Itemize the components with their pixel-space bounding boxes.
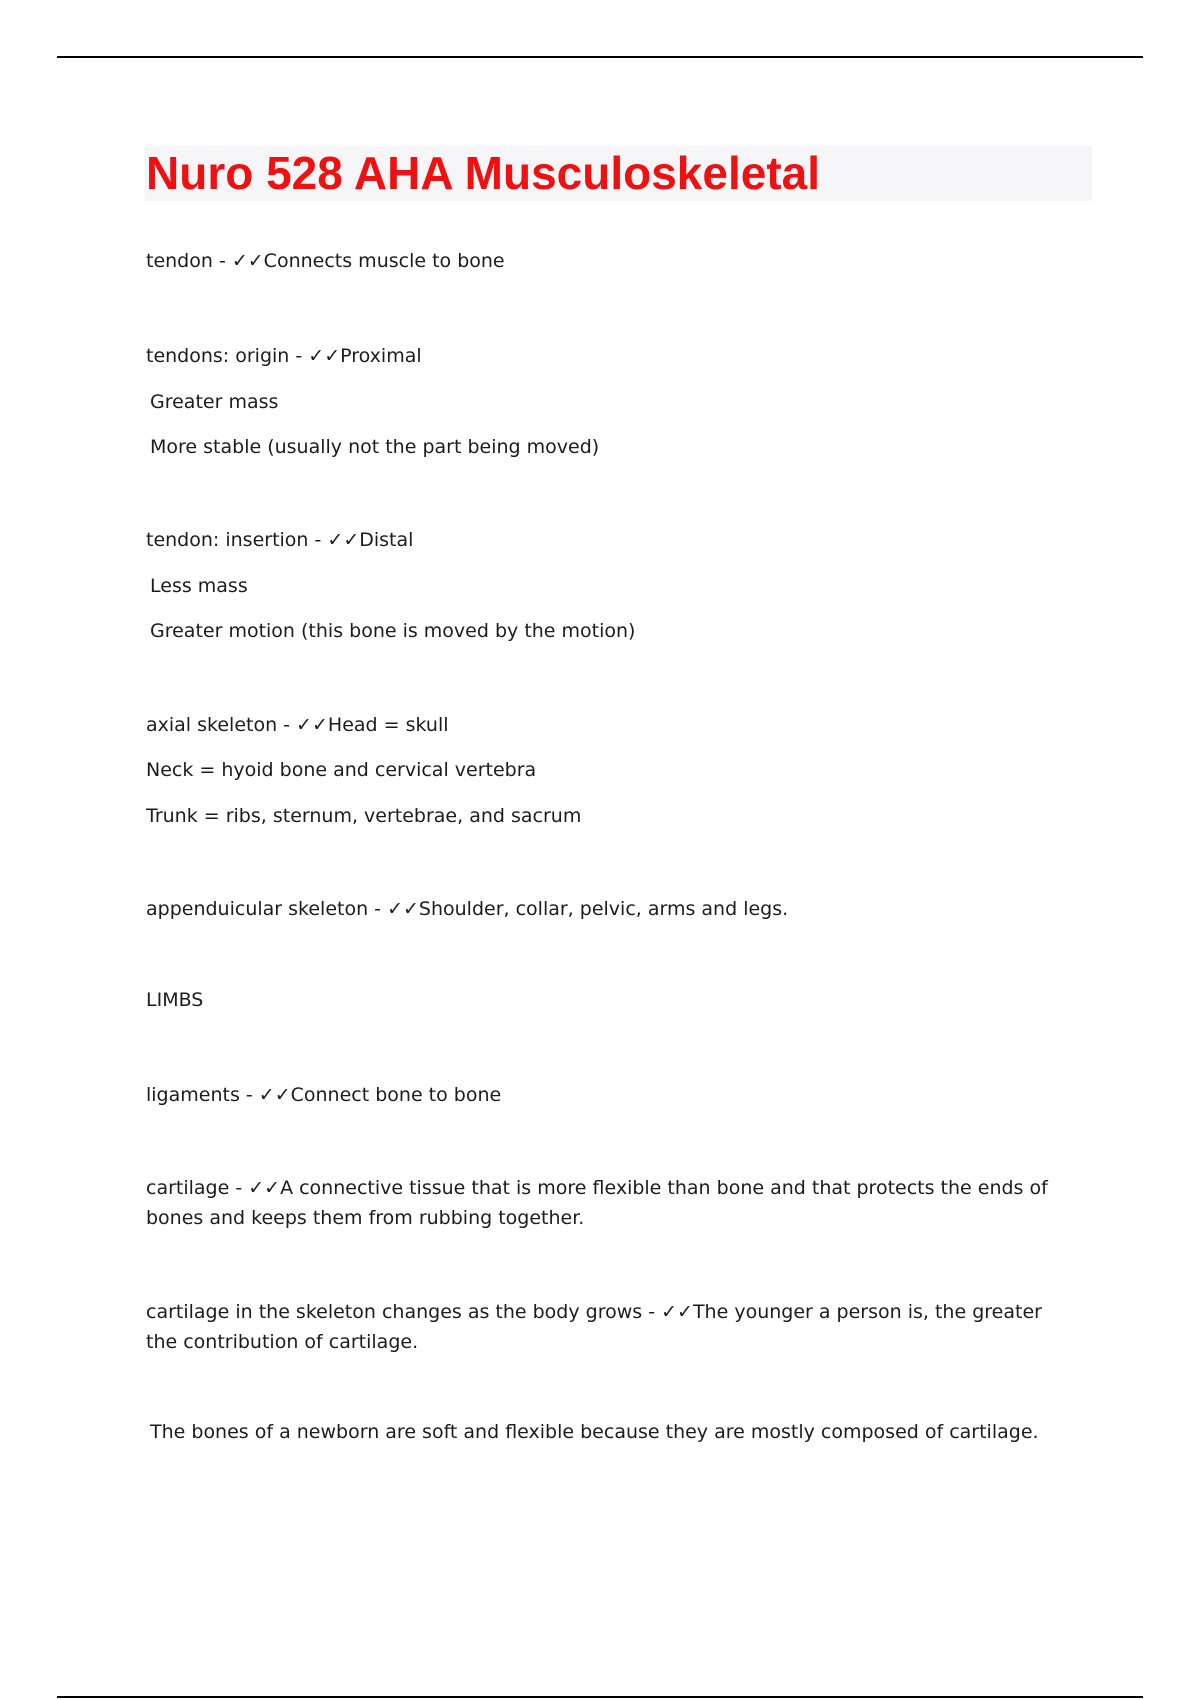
footer-rule [57, 1696, 1143, 1698]
detail-line: Greater motion (this bone is moved by the motion) [150, 620, 636, 642]
detail-line: More stable (usually not the part being moved) [150, 436, 600, 458]
term-cartilage-growth: cartilage in the skeleton changes as the body grows - ✓✓The younger a person is, the greater the contribution of cartilage. [146, 1301, 1042, 1353]
term-axial-skeleton: axial skeleton - ✓✓Head = skull [146, 714, 449, 736]
term-tendon-insertion: tendon: insertion - ✓✓Distal [146, 529, 414, 551]
detail-line: The bones of a newborn are soft and flexible because they are mostly composed of cartilage. [150, 1421, 1039, 1443]
term-ligaments: ligaments - ✓✓Connect bone to bone [146, 1084, 502, 1106]
detail-line: Less mass [150, 575, 248, 597]
detail-line: Neck = hyoid bone and cervical vertebra [146, 759, 537, 781]
page-title: Nuro 528 AHA Musculoskeletal [146, 147, 821, 199]
term-cartilage: cartilage - ✓✓A connective tissue that is more flexible than bone and that protects the ends of bones and keeps them from rubbing together. [146, 1177, 1048, 1229]
term-appendicular-skeleton: appenduicular skeleton - ✓✓Shoulder, collar, pelvic, arms and legs. [146, 898, 789, 920]
term-limbs: LIMBS [146, 989, 204, 1011]
header-rule [57, 56, 1143, 58]
detail-line: Trunk = ribs, sternum, vertebrae, and sacrum [146, 805, 582, 827]
term-tendons-origin: tendons: origin - ✓✓Proximal [146, 345, 422, 367]
term-tendon: tendon - ✓✓Connects muscle to bone [146, 250, 505, 272]
detail-line: Greater mass [150, 391, 279, 413]
